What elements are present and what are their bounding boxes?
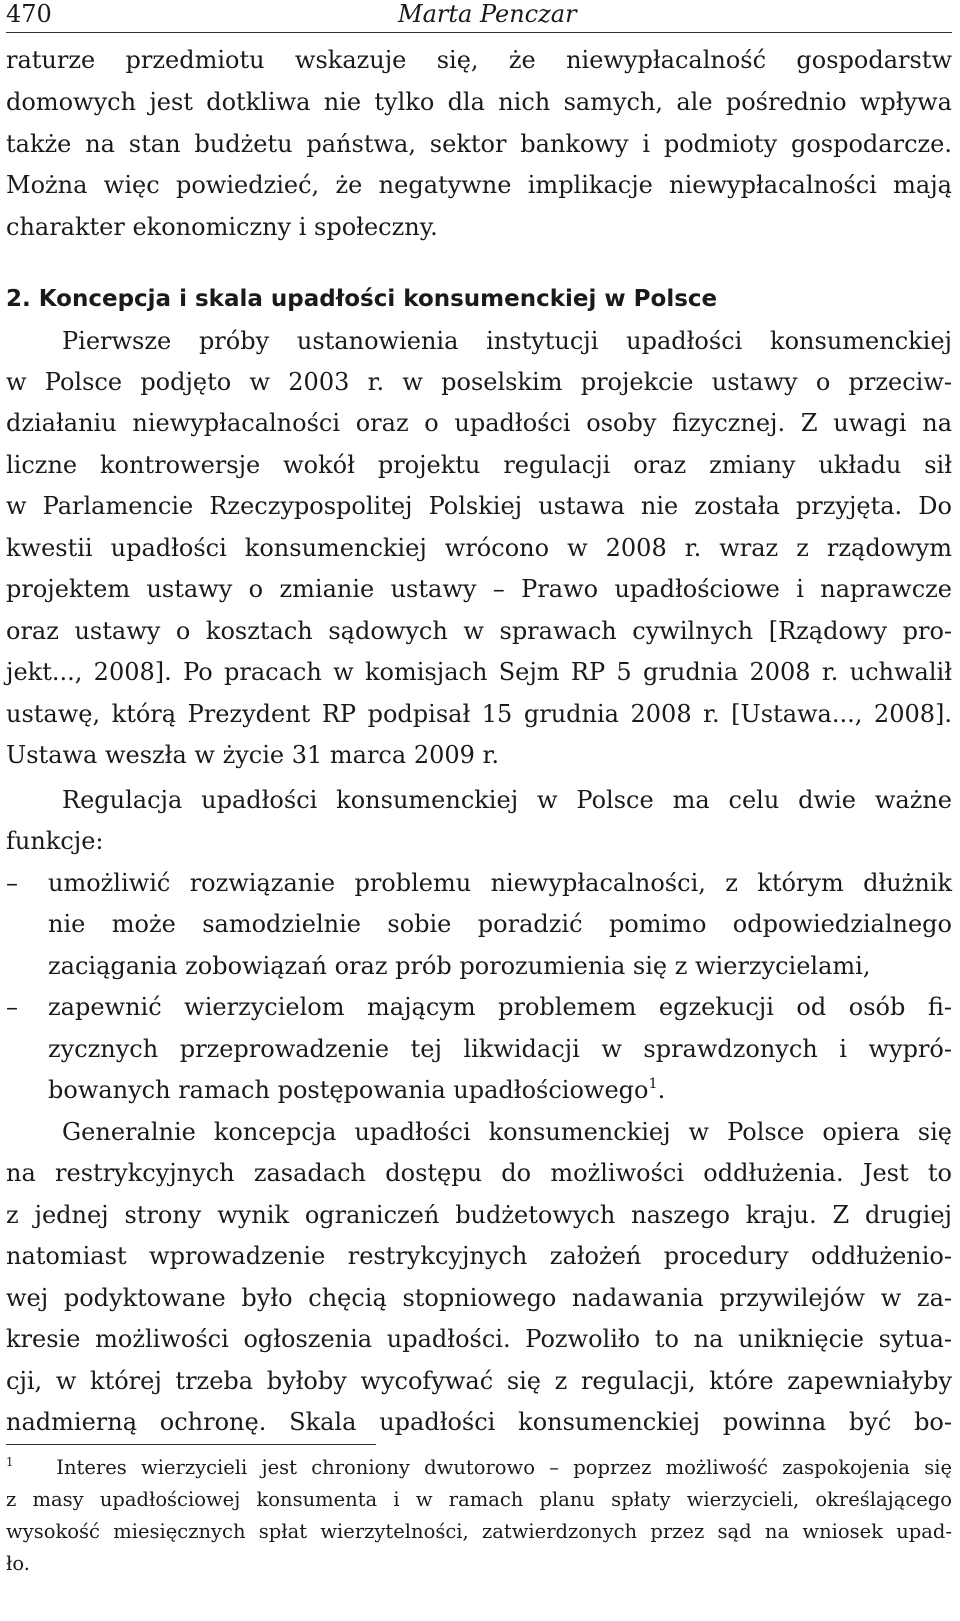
running-header — [6, 0, 952, 33]
text-line: oraz ustawy o kosztach sądowych w sprawach cywilnych [Rządowy pro- — [6, 617, 952, 645]
text-line: Regulacja upadłości konsumenckiej w Polsce ma celu dwie ważne — [62, 786, 952, 814]
text-line: projektem ustawy o zmianie ustawy – Prawo upadłościowe i naprawcze — [6, 575, 952, 603]
text-line: domowych jest dotkliwa nie tylko dla nich samych, ale pośrednio wpływa — [6, 88, 952, 116]
text-line: Można więc powiedzieć, że negatywne implikacje niewypłacalności mają — [6, 171, 952, 199]
footnote-line — [6, 1452, 952, 1484]
text-line: funkcje: — [6, 827, 104, 855]
text-line: w Parlamencie Rzeczypospolitej Polskiej ustawa nie została przyjęta. Do — [6, 492, 952, 520]
text-line: raturze przedmiotu wskazuje się, że niewypłacalność gospodarstw — [6, 46, 952, 74]
footnote-text: Interes wierzycieli jest chroniony dwutorowo – poprzez możliwość zaspokojenia się — [56, 1456, 952, 1479]
text-line: działaniu niewypłacalności oraz o upadłości osoby fizycznej. Z uwagi na — [6, 409, 952, 437]
list-item-line: zaciągania zobowiązań oraz prób porozumienia się z wierzycielami, — [48, 952, 871, 980]
text-line: natomiast wprowadzenie restrykcyjnych założeń procedury oddłużenio- — [6, 1242, 952, 1270]
text-line: w Polsce podjęto w 2003 r. w poselskim projekcie ustawy o przeciw- — [6, 368, 952, 396]
footnote-line: z masy upadłościowej konsumenta i w ramach planu spłaty wierzycieli, określającego — [6, 1488, 952, 1511]
list-item-line: zycznych przeprowadzenie tej likwidacji w sprawdzonych i wypró- — [48, 1035, 952, 1063]
text-line: kwestii upadłości konsumenckiej wrócono w 2008 r. wraz z rządowym — [6, 534, 952, 562]
list-item-text: bowanych ramach postępowania upadłościowego — [48, 1076, 649, 1104]
footnote-number: 1 — [6, 1454, 14, 1469]
running-author: Marta Penczar — [398, 0, 577, 28]
list-bullet: – — [6, 869, 18, 897]
text-line: nadmierną ochronę. Skala upadłości konsumenckiej powinna być bo- — [6, 1408, 952, 1436]
footnote-line: wysokość miesięcznych spłat wierzytelności, zatwierdzonych przez sąd na wniosek upad- — [6, 1520, 952, 1543]
text-line: ustawę, którą Prezydent RP podpisał 15 grudnia 2008 r. [Ustawa..., 2008]. — [6, 700, 952, 728]
list-item-line: zapewnić wierzycielom mającym problemem egzekucji od osób fi- — [48, 993, 952, 1021]
text-line: kresie możliwości ogłoszenia upadłości. Pozwoliło to na uniknięcie sytua- — [6, 1325, 952, 1353]
list-item-end: . — [657, 1076, 666, 1104]
text-line: także na stan budżetu państwa, sektor bankowy i podmioty gospodarcze. — [6, 130, 952, 158]
text-line: Pierwsze próby ustanowienia instytucji upadłości konsumenckiej — [62, 327, 952, 355]
footnote-line: ło. — [6, 1552, 30, 1575]
list-item-line: umożliwić rozwiązanie problemu niewypłacalności, z którym dłużnik — [48, 869, 952, 897]
list-bullet: – — [6, 993, 18, 1021]
page-number: 470 — [6, 0, 52, 28]
list-item-line: nie może samodzielnie sobie poradzić pomimo odpowiedzialnego — [48, 910, 952, 938]
text-line: jekt..., 2008]. Po pracach w komisjach Sejm RP 5 grudnia 2008 r. uchwalił — [6, 658, 952, 686]
footnote-separator — [6, 1444, 376, 1445]
list-item-line — [48, 1070, 952, 1112]
text-line: Ustawa weszła w życie 31 marca 2009 r. — [6, 741, 499, 769]
text-line: charakter ekonomiczny i społeczny. — [6, 213, 438, 241]
text-line: Generalnie koncepcja upadłości konsumenckiej w Polsce opiera się — [62, 1118, 952, 1146]
text-line: wej podyktowane było chęcią stopniowego nadawania przywilejów w za- — [6, 1284, 952, 1312]
section-heading: 2. Koncepcja i skala upadłości konsumenckiej w Polsce — [6, 286, 718, 312]
text-line: z jednej strony wynik ograniczeń budżetowych naszego kraju. Z drugiej — [6, 1201, 952, 1229]
text-line: liczne kontrowersje wokół projektu regulacji oraz zmiany układu sił — [6, 451, 952, 479]
text-line: na restrykcyjnych zasadach dostępu do możliwości oddłużenia. Jest to — [6, 1159, 952, 1187]
footnote-reference[interactable]: 1 — [648, 1075, 658, 1092]
text-line: cji, w której trzeba byłoby wycofywać się z regulacji, które zapewniałyby — [6, 1367, 952, 1395]
